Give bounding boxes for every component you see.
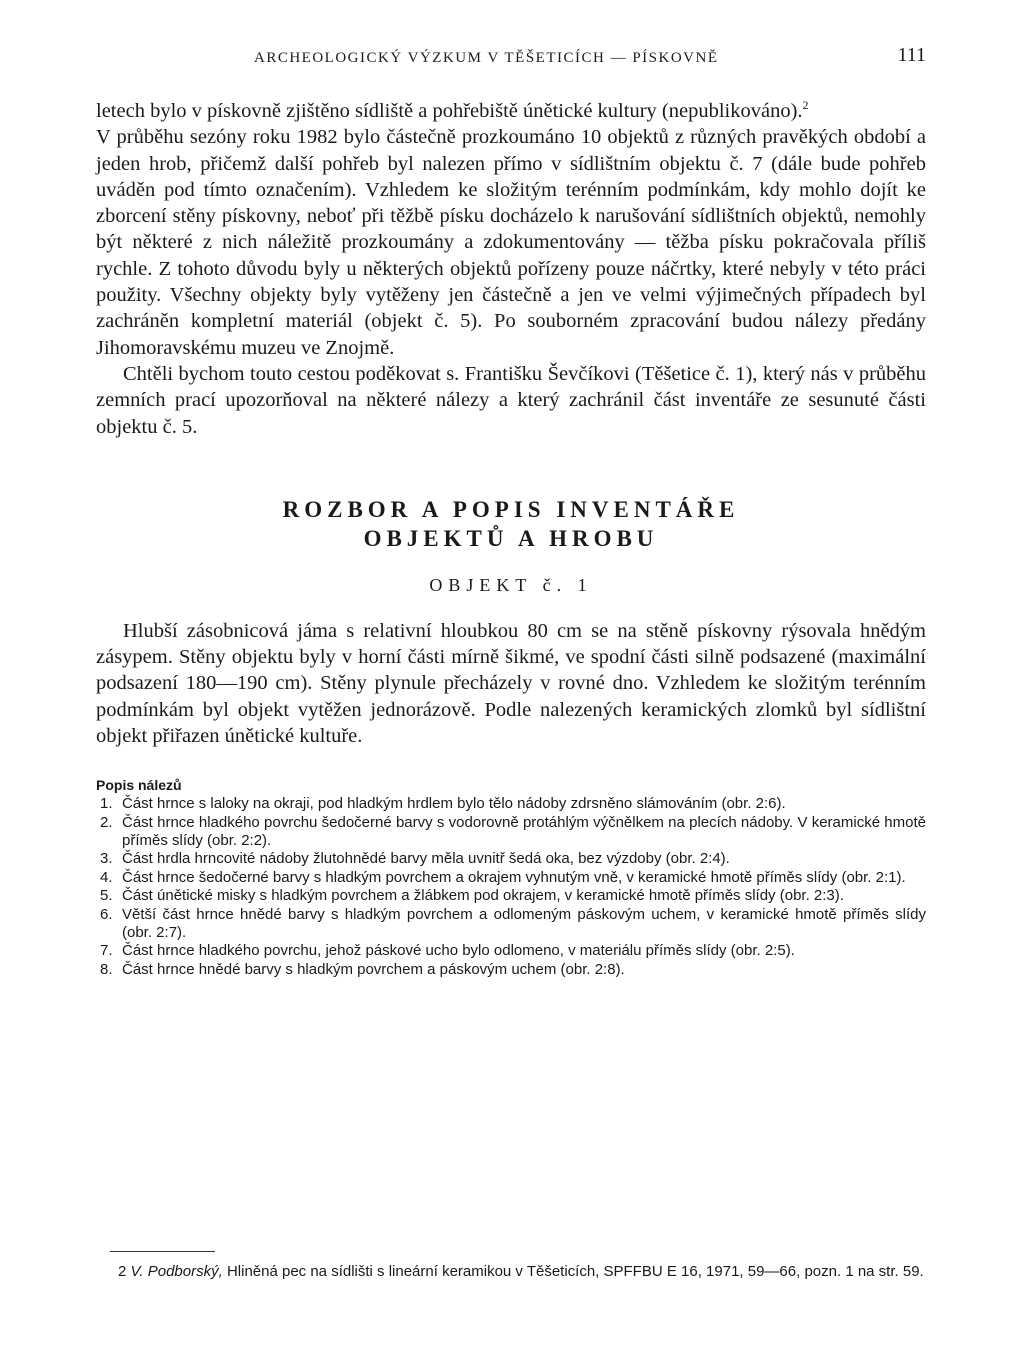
list-item xyxy=(96,814,926,849)
intro-paragraph-3: Chtěli bychom touto cestou poděkovat s. Františku Ševčíkovi (Těšetice č. 1), který nás v průběhu zemních prací upozorňoval na některé nálezy a který zachránil část inventáře ze sesunuté části objektu č. 5. xyxy=(96,362,926,438)
footnote xyxy=(96,1262,926,1282)
intro-paragraph-1-text: letech bylo v pískovně zjištěno sídliště a pohřebiště únětické kultury (nepublikováno). xyxy=(96,100,803,122)
footnote-rule xyxy=(110,1251,215,1252)
footnote-author: V. Podborský, xyxy=(130,1263,223,1280)
object-description xyxy=(96,618,926,749)
list-item-number: 3. xyxy=(100,850,113,868)
list-item-number: 2. xyxy=(100,813,113,831)
running-title: ARCHEOLOGICKÝ VÝZKUM V TĚŠETICÍCH — PÍSKOVNĚ xyxy=(254,50,719,66)
list-item-text: Část hrnce hnědé barvy s hladkým povrchem a páskovým uchem (obr. 2:8). xyxy=(122,960,625,978)
list-item-text: Část hrnce s laloky na okraji, pod hladkým hrdlem bylo tělo nádoby zdrsněno slámováním (obr. 2:6). xyxy=(122,795,786,813)
list-item xyxy=(96,887,926,905)
list-item-number: 4. xyxy=(100,868,113,886)
list-item-text: Část hrdla hrncovité nádoby žlutohnědé barvy měla uvnitř šedá oka, bez výzdoby (obr. 2:4). xyxy=(122,850,730,868)
intro-text xyxy=(96,98,926,440)
footnote-ref[interactable]: 2 xyxy=(802,98,809,113)
footnote-number: 2 xyxy=(118,1263,127,1280)
finds-list xyxy=(96,795,926,978)
list-item xyxy=(96,869,926,887)
object-description-text: Hlubší zásobnicová jáma s relativní hloubkou 80 cm se na stěně pískovny rýsovala hnědým zásypem. Stěny objektu byly v horní části mírně šikmé, ve spodní části silně podsazené (maximální podsazení 180—190 cm). Stěny plynule přecházely v rovné dno. Vzhledem ke složitým terénním podmínkám byl objekt vytěžen jednorázově. Podle nalezených keramických zlomků byl sídlištní objekt přiřazen únětické kultuře. xyxy=(96,619,926,748)
list-item-number: 8. xyxy=(100,960,113,978)
list-item xyxy=(96,961,926,979)
list-item xyxy=(96,942,926,960)
footnote-body: Hliněná pec na sídlišti s lineární keramikou v Těšeticích, SPFFBU E 16, 1971, 59—66, pozn. 1 na str. 59. xyxy=(226,1263,924,1280)
list-item-text: Část hrnce hladkého povrchu, jehož páskové ucho bylo odlomeno, v materiálu příměs slídy (obr. 2:5). xyxy=(122,942,795,960)
list-item-number: 1. xyxy=(100,795,113,813)
list-item-number: 5. xyxy=(100,887,113,905)
footnote-text xyxy=(96,1262,926,1282)
section-heading-line-2: OBJEKTŮ A HROBU xyxy=(363,525,659,551)
finds-heading: Popis nálezů xyxy=(96,777,182,794)
list-item-number: 6. xyxy=(100,905,113,923)
list-item-text: Část únětické misky s hladkým povrchem a žlábkem pod okrajem, v keramické hmotě příměs slídy (obr. 2:3). xyxy=(122,887,844,905)
list-item xyxy=(96,795,926,813)
intro-paragraph-1 xyxy=(96,98,926,124)
list-item-text: Větší část hrnce hnědé barvy s hladkým povrchem a odlomeným páskovým uchem, v keramické hmotě příměs slídy (obr. 2:7). xyxy=(122,905,926,941)
list-item xyxy=(96,906,926,941)
list-item-number: 7. xyxy=(100,942,113,960)
page-number: 111 xyxy=(897,44,926,66)
list-item xyxy=(96,850,926,868)
list-item-text: Část hrnce šedočerné barvy s hladkým povrchem a okrajem vyhnutým vně, v keramické hmotě příměs slídy (obr. 2:1). xyxy=(122,868,906,886)
list-item-text: Část hrnce hladkého povrchu šedočerné barvy s vodorovně protáhlým výčnělkem na plecích nádoby. V keramické hmotě příměs slídy (obr. 2:2). xyxy=(122,813,926,849)
page xyxy=(96,38,926,979)
section-heading xyxy=(96,495,926,553)
running-header xyxy=(96,38,926,72)
intro-paragraph-2: V průběhu sezóny roku 1982 bylo částečně prozkoumáno 10 objektů z různých pravěkých období a jeden hrob, přičemž další pohřeb byl nalezen přímo v sídlištním objektu č. 7 (dále bude pohřeb uváděn pod tímto označením). Vzhledem ke složitým terénním podmínkám, kdy mohlo dojít ke zborcení stěny pískovny, neboť při těžbě písku docházelo k narušování sídlištních objektů, nemohly být některé z nich náležitě prozkoumány a zdokumentovány — těžba písku pokračovala příliš rychle. Z tohoto důvodu byly u některých objektů pořízeny pouze náčrtky, které nebyly v této práci použity. Všechny objekty byly vytěženy jen částečně a jen ve velmi výjimečných případech byl zachráněn kompletní materiál (objekt č. 5). Po souborném zpracování budou nálezy předány Jihomoravskému muzeu ve Znojmě. xyxy=(96,126,926,359)
section-heading-line-1: ROZBOR A POPIS INVENTÁŘE xyxy=(282,496,740,522)
object-heading: OBJEKT č. 1 xyxy=(429,574,593,595)
